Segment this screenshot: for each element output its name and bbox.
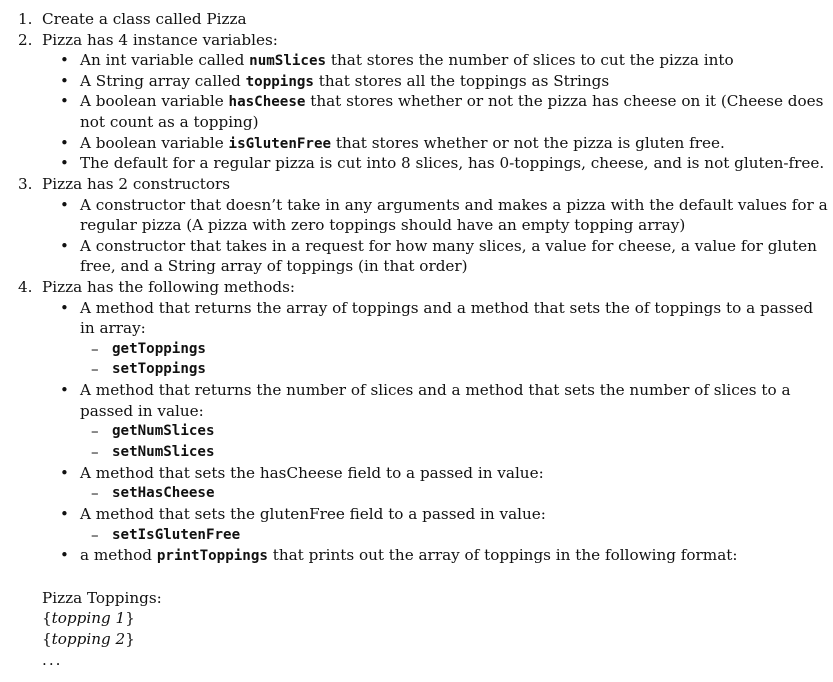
code-term: hasCheese: [228, 94, 306, 110]
code-term: numSlices: [249, 53, 327, 69]
item-number: 1.: [18, 10, 33, 28]
bullet-text: An int variable called numSlices that stores the number of slices to cut the pizza into: [80, 51, 734, 69]
example-line: {topping 2}: [42, 630, 135, 648]
bullet-glyph: •: [60, 464, 69, 482]
dash-glyph: –: [91, 422, 99, 440]
code-term: isGlutenFree: [228, 136, 332, 152]
method-name: setIsGlutenFree: [112, 527, 241, 543]
bullet-glyph: •: [60, 51, 69, 69]
bullet-text: A constructor that doesn’t take in any arguments and makes a pizza with the default values for a: [80, 196, 828, 214]
dash-glyph: –: [91, 484, 99, 502]
method-name: setNumSlices: [112, 444, 215, 460]
bullet-text: A constructor that takes in a request for how many slices, a value for cheese, a value for gluten: [80, 237, 817, 255]
method-name: getNumSlices: [112, 423, 215, 439]
bullet-text-continued: regular pizza (A pizza with zero toppings should have an empty topping array): [80, 216, 686, 234]
bullet-text: A boolean variable hasCheese that stores whether or not the pizza has cheese on it (Cheese does: [80, 92, 824, 110]
list-item-text: Pizza has 2 constructors: [42, 175, 231, 193]
bullet-text: A method that returns the number of slices and a method that sets the number of slices to a: [80, 381, 791, 399]
bullet-glyph: •: [60, 154, 69, 172]
list-item-text: Pizza has 4 instance variables:: [42, 31, 278, 49]
method-name: getToppings: [112, 341, 206, 357]
bullet-glyph: •: [60, 92, 69, 110]
bullet-glyph: •: [60, 72, 69, 90]
dash-glyph: –: [91, 526, 99, 544]
item-number: 2.: [18, 31, 33, 49]
method-name: setHasCheese: [112, 485, 215, 501]
bullet-text: The default for a regular pizza is cut into 8 slices, has 0-toppings, cheese, and is not gluten-free.: [80, 154, 825, 172]
dash-glyph: –: [91, 443, 99, 461]
bullet-text: A method that sets the glutenFree field to a passed in value:: [80, 505, 546, 523]
method-name: setToppings: [112, 361, 206, 377]
bullet-text: A method that sets the hasCheese field to a passed in value:: [80, 464, 544, 482]
example-line: {topping 1}: [42, 609, 135, 627]
bullet-text-continued: in array:: [80, 319, 146, 337]
dash-glyph: –: [91, 340, 99, 358]
bullet-text-continued: free, and a String array of toppings (in that order): [80, 257, 468, 275]
bullet-text-continued: not count as a topping): [80, 113, 259, 131]
bullet-text: a method printToppings that prints out the array of toppings in the following format:: [80, 546, 738, 564]
example-header: Pizza Toppings:: [42, 589, 162, 607]
bullet-glyph: •: [60, 299, 69, 317]
item-number: 4.: [18, 278, 33, 296]
bullet-glyph: •: [60, 134, 69, 152]
bullet-glyph: •: [60, 546, 69, 564]
bullet-glyph: •: [60, 196, 69, 214]
bullet-glyph: •: [60, 381, 69, 399]
bullet-text: A boolean variable isGlutenFree that stores whether or not the pizza is gluten free.: [80, 134, 725, 152]
bullet-glyph: •: [60, 237, 69, 255]
item-number: 3.: [18, 175, 33, 193]
bullet-text: A String array called toppings that stores all the toppings as Strings: [80, 72, 610, 90]
bullet-text: A method that returns the array of toppings and a method that sets the of toppings to a passed: [80, 299, 814, 317]
example-ellipsis: ...: [42, 651, 63, 669]
code-term: printToppings: [156, 548, 268, 564]
bullet-text-continued: passed in value:: [80, 402, 204, 420]
list-item-text: Pizza has the following methods:: [42, 278, 295, 296]
list-item-text: Create a class called Pizza: [42, 10, 247, 28]
dash-glyph: –: [91, 360, 99, 378]
bullet-glyph: •: [60, 505, 69, 523]
code-term: toppings: [245, 74, 314, 90]
